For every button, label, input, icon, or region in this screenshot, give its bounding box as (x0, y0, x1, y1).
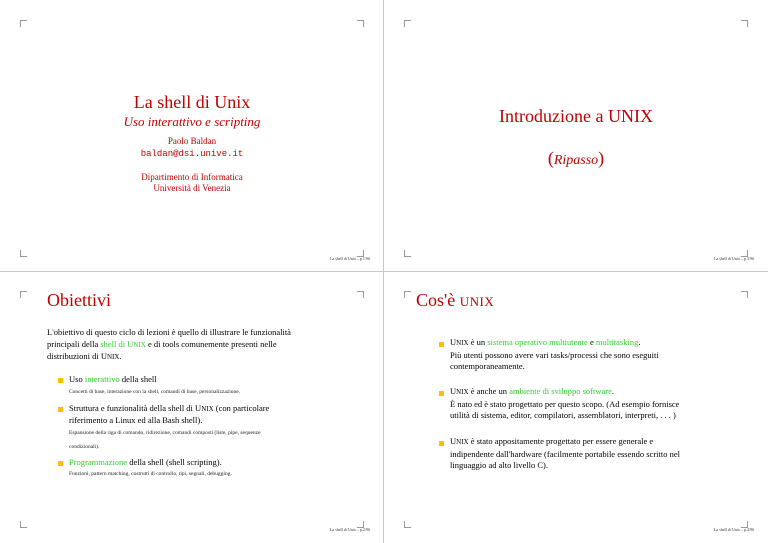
slide-footer: La shell di Unix – p.1/96 (330, 256, 370, 261)
author-email: baldan@dsi.unive.it (140, 149, 244, 159)
crop-mark (20, 291, 27, 298)
crop-mark (741, 20, 748, 27)
slide-subtitle: Uso interattivo e scripting (123, 114, 261, 129)
bullet-detail: Concetti di base, interazione con la shell, comandi di base, personalizzazione. (69, 389, 241, 395)
bullet-icon (58, 461, 63, 466)
bullet-item: Uso interattivo della shell (69, 374, 157, 384)
slide-3 (384, 0, 768, 271)
slide-title: Introduzione a UNIX (499, 106, 653, 126)
bullet-item: UNIX è un sistema operativo multiutente e multitasking. Più utenti possono avere vari tasks/processi che sono eseguiti contemporaneamente. (450, 337, 659, 371)
bullet-item: UNIX è anche un ambiente di sviluppo software. È nato ed è stato progettato per questo scopo. (Ad esempio fornisce utilità di sistema, editor, compilatori, assemblatori, interpreti, . . . ) (450, 386, 680, 420)
bullet-detail: Espansione della riga di comando, ridirezione, comandi composti (liste, pipe, sequenze condizionali). (69, 430, 261, 450)
crop-mark (741, 291, 748, 298)
author-name: Paolo Baldan (167, 136, 217, 146)
crop-mark (404, 521, 411, 528)
slide-footer: La shell di Unix – p.2/96 (330, 527, 370, 532)
crop-mark (20, 20, 27, 27)
slide-subtitle: (Ripasso) (547, 148, 605, 168)
crop-mark (404, 250, 411, 257)
crop-mark (20, 521, 27, 528)
bullet-icon (58, 407, 63, 412)
bullet-item: Struttura e funzionalità della shell di UNIX (con particolare riferimento a Linux ed alla Bash shell). (69, 403, 270, 425)
slide-footer: La shell di Unix – p.4/96 (714, 527, 754, 532)
bullet-icon (439, 342, 444, 347)
slide-footer: La shell di Unix – p.3/96 (714, 256, 754, 261)
bullet-item: Programmazione della shell (shell scripting). (69, 457, 222, 467)
slide-title: Cos'è UNIX (416, 290, 495, 310)
slide-2 (0, 271, 384, 542)
crop-mark (404, 291, 411, 298)
slide-title: Obiettivi (47, 290, 111, 310)
crop-mark (20, 250, 27, 257)
crop-mark (357, 291, 364, 298)
bullet-icon (439, 391, 444, 396)
crop-mark (404, 20, 411, 27)
university: Università di Venezia (153, 183, 231, 193)
slide-4 (384, 271, 768, 542)
bullet-detail: Funzioni, pattern matching, costrutti di controllo, tipi, segnali, debugging. (69, 471, 232, 477)
department: Dipartimento di Informatica (141, 172, 243, 182)
bullet-icon (439, 441, 444, 446)
slide-title: La shell di Unix (133, 92, 251, 112)
slide-1 (0, 0, 384, 271)
crop-mark (357, 20, 364, 27)
intro-paragraph: L'obiettivo di questo ciclo di lezioni è quello di illustrare le funzionalità principali della shell di UNIX e di tools comunemente presenti nelle distribuzioni di UNIX. (47, 327, 291, 361)
bullet-item: UNIX è stato appositamente progettato per essere generale e indipendente dall'hardware (facilmente portabile essendo scritto nel linguaggio ad alto livello C). (450, 436, 680, 470)
bullet-icon (58, 378, 63, 383)
